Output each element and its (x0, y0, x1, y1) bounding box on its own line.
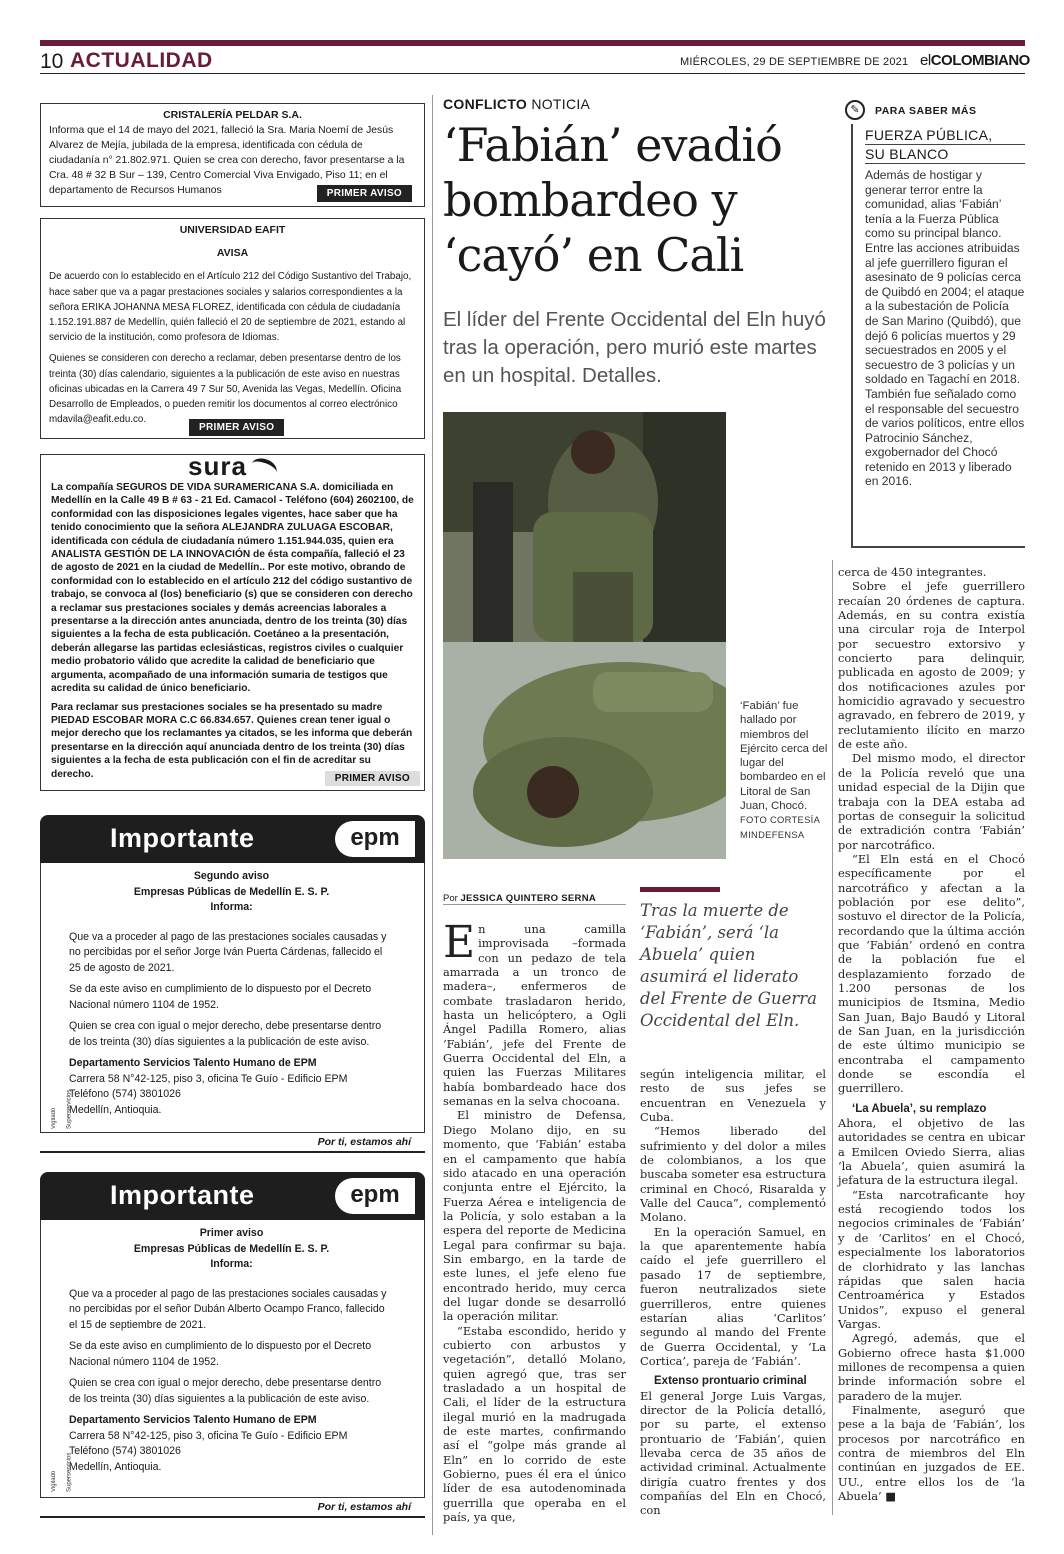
section-name: ACTUALIDAD (70, 49, 213, 72)
epm-logo: epm (335, 1178, 415, 1214)
notice-title: UNIVERSIDAD EAFIT (179, 224, 286, 236)
article-paragraph: cerca de 450 integrantes. (838, 565, 987, 579)
notice-city: Medellín, Antioquia. (69, 1103, 162, 1116)
epm-banner-title: Importante (110, 823, 255, 853)
notice-dept: Departamento Servicios Talento Humano de EPM (69, 1057, 317, 1069)
notice-tag: PRIMER AVISO (325, 771, 420, 786)
article-column-1 (443, 917, 626, 1525)
notice-peldar (40, 103, 425, 207)
epm-banner (40, 815, 425, 863)
notice-body: Quien se crea con igual o mejor derecho, debe presentarse dentro de los treinta (30) días siguientes a la publicación de este aviso. (69, 1377, 382, 1405)
notice-body: De acuerdo con lo establecido en el Artículo 212 del Código Sustantivo del Trabajo, hace saber que va a pagar prestaciones sociales y salarios correspondientes a la señora ERIKA JOHANNA MESA FLOREZ, identificada con cédula de ciudadanía 1.152.191.887 de Medellín, quién falleció el 20 de septiembre de 2021, estando al servicio de la institución, como profesora de Idiomas. (49, 271, 412, 344)
sidebar-box (851, 124, 1025, 548)
header-accent-bar (40, 40, 1025, 46)
article-deck: El líder del Frente Occidental del Eln huyó tras la operación, pero murió este martes en un hospital. Detalles. (443, 308, 826, 387)
notice-subtitle: AVISA (216, 247, 249, 260)
notice-level: Segundo aviso (193, 870, 270, 882)
notice-body: Se da este aviso en cumplimiento de lo dispuesto por el Decreto Nacional número 1104 de 1952. (69, 983, 372, 1011)
drop-cap: E (443, 917, 476, 968)
sura-swoosh-icon (249, 455, 280, 481)
page-number: 10 (40, 50, 64, 73)
notice-epm-1 (40, 815, 425, 1153)
vigilado-mark: Vigilado Superservicios (51, 1452, 73, 1492)
notice-informs: Informa: (210, 1258, 253, 1270)
article-paragraph: Ahora, el objetivo de las autoridades se centra en ubicar a Emilcen Oviedo Sierra, alias ‘la Abuela’, quien asumirá la jefatura de la estructura ilegal. (838, 1116, 1025, 1188)
notice-body: Para reclamar sus prestaciones sociales se ha presentado su madre PIEDAD ESCOBAR MORA C.C 66.834.657. Quienes crean tener igual o mejor derecho que los reclamantes ya citados, se les informa que deberán presentarse en la dirección aquí anunciada dentro de los treinta (30) días siguientes a la fecha de esta publicación con el fin de acreditar su derecho. (51, 701, 413, 780)
article-photo (443, 412, 726, 859)
article-kicker: CONFLICTO NOTICIA (443, 96, 591, 112)
notice-phone: Teléfono (574) 3801026 (69, 1445, 181, 1457)
soldiers-helicopter-photo (443, 412, 726, 859)
sidebar-paragraph: Entre las acciones atribuidas al jefe guerrillero figuran el asesinato de 9 policías cerca de Quibdó en 2004; el ataque a la subestación de Policía de San Marino (Quibdó), que dejó 6 policías muertos y 29 secuestrados en 2005 y el secuestro de 3 policías y un soldado en Tagachí en 2018. (865, 240, 1025, 387)
notice-tag: PRIMER AVISO (189, 419, 284, 436)
article-paragraph: “El Eln está en el Chocó específicamente por el narcotráfico y afectan a la población por ese delito”, sostuvo el director de la Policía, recordando que la última acción que ‘Fabián’ ordenó en contra de la población fue el desplazamiento forzado de 1.200 personas de los municipios de Itsmina, Medio San Juan, Bajo Baudó y Litoral de San Juan, en la jurisdicción de este último municipio se encontraba el campamento donde se escondía el guerrillero. (838, 851, 1025, 1096)
notice-body: La compañía SEGUROS DE VIDA SURAMERICANA S.A. domiciliada en Medellín en la Calle 49 B # 63 - 21 Ed. Camacol - Teléfono (604) 2602100, de conformidad con las disposiciones legales vigentes, hace saber que ha tenido conocimiento que la señora ALEJANDRA ZULUAGA ESCOBAR, identificada con cédula de ciudadanía número 1.151.944.035, quien era ANALISTA GESTIÓN DE LA INNOVACIÓN de ésta compañía, falleció el 23 de agosto de 2021 en la ciudad de Medellín.. Por este motivo, obrando de conformidad con lo establecido en el artículo 212 del código sustantivo de trabajo, se convoca al (los) beneficiario (s) que se consideren con derecho a reclamar sus prestaciones sociales y demás acreencias laborales a presentarse a la dirección antes anunciada, dentro de los treinta (30) días siguientes a la fecha de esta publicación. Coetáneo a la presentación, deberán allegarse las partidas eclesiásticas, registros civiles o cualquier medio probatorio válido que acredite la calidad de beneficiario que argumenta, acompañado de una información sumaria de testigos que acredita su calidad de único beneficiario. (51, 482, 414, 695)
sidebar-text (865, 168, 1025, 489)
header-rule (40, 73, 1025, 74)
article-paragraph: “Hemos liberado del sufrimiento y del dolor a miles de colombianos, a los que buscaba someter esa estructura criminal en Chocó, Risaralda y Valle del Cauca”, complementó Molano. (640, 1124, 826, 1225)
photo-credit: FOTO CORTESÍA MINDEFENSA (740, 814, 820, 840)
pull-quote-bar (640, 887, 720, 892)
article-paragraph: En la operación Samuel, en la que aparentemente había caído el jefe guerrillero el pasado 17 de septiembre, fueron neutralizados siete guerrilleros, entre quienes estarían alias ‘Carlitos’ segundo al mando del Frente de Guerra Occidental, y ‘La Cortica’, pareja de ‘Fabián’. (640, 1224, 826, 1368)
sidebar-header (845, 100, 1025, 122)
notice-eafit (40, 218, 425, 439)
column-divider (832, 560, 833, 1515)
byline-rule (443, 904, 626, 905)
notice-epm-2 (40, 1172, 425, 1518)
notice-phone: Teléfono (574) 3801026 (69, 1088, 181, 1100)
article-paragraph: El general Jorge Luis Vargas, director de la Policía detalló, por su parte, el extenso prontuario de ‘Fabián’, quien llevaba cerca de 35 años de actividad criminal. Actualmente dirigía cuatro frentes y dos compañías del Eln en Chocó, con (640, 1388, 826, 1518)
notice-body: Que va a proceder al pago de las prestaciones sociales causadas y no percibidas por el señor Jorge Iván Puerta Cárdenas, fallecido el 25 de agosto de 2021. (69, 930, 387, 974)
epm-body (40, 1220, 425, 1498)
epm-slogan: Por ti, estamos ahí (40, 1498, 425, 1518)
article-paragraph: El ministro de Defensa, Diego Molano dijo, en su momento, que ‘Fabián’ estaba en el campamento que había sido atacado en una operación conjunta entre el Ejército, la Fuerza Aérea e inteligencia de la Policía, y solo estaban a la espera del reporte de Medicina Legal para confirmar su baja. Sin embargo, en la tarde de este lunes, el jefe eleno fue encontrado herido, muy cerca del lugar donde se desarrolló la operación militar. (443, 1108, 626, 1324)
article-paragraph: “Esta narcotraficante hoy está recogiendo todos los negocios criminales de ‘Fabián’ y de ‘Carlitos’ en el Chocó, especialmente los laboratorios de clorhidrato y las lanchas rápidas que salen hacia Centroamérica y Estados Unidos”, expuso el general Vargas. (838, 1187, 1025, 1331)
sidebar-paragraph: También fue señalado como el responsable del secuestro de varios políticos, entre ellos Patrocinio Sánchez, exgobernador del Chocó retenido en 2013 y liberado en 2016. (865, 386, 1025, 489)
article-column-3 (838, 565, 1025, 1503)
pen-icon: ✎ (845, 100, 865, 120)
article-paragraph: En una camilla improvisada –formada con un pedazo de tela amarrada a un tronco de madera–, enfermeros de combate trasladaron herido, hasta un helicóptero, a Ogli Ángel Padilla Romero, alias ‘Fabián’, jefe del Frente de Guerra Occidental del Eln, a quien las Fuerzas Militares había bombardeado hace dos semanas en la selva chocoana. (443, 917, 626, 1109)
article-subhead: Extenso prontuario criminal (654, 1375, 807, 1388)
article-paragraph: Sobre el jefe guerrillero recaían 20 órdenes de captura. Además, en su contra existía una circular roja de Interpol por secuestro extorsivo y concierto para delinquir, publicada en agosto de 2009; y dos notificaciones azules por homicidio agravado y secuestro agravado, en febrero de 2019, y reclutamiento ilícito en marzo de este año. (838, 579, 1025, 752)
notice-dept: Departamento Servicios Talento Humano de EPM (69, 1414, 317, 1426)
notice-address: Carrera 58 N°42-125, piso 3, oficina Te Guío - Edificio EPM (69, 1429, 348, 1442)
notice-sura (40, 450, 425, 791)
sidebar-title: FUERZA PÚBLICA, SU BLANCO (865, 126, 1025, 164)
article-paragraph: Del mismo modo, el director de la Policía reveló que una unidad especial de la Dijin que trabaja con la DEA estaba ad portas de conseguir la solicitud de extradición contra ‘Fabián’ por narcotráfico. (838, 751, 1025, 852)
header-date: MIÉRCOLES, 29 DE SEPTIEMBRE DE 2021 (680, 56, 909, 68)
notice-city: Medellín, Antioquia. (69, 1460, 162, 1473)
notice-company: Empresas Públicas de Medellín E. S. P. (133, 885, 330, 898)
notice-body: Se da este aviso en cumplimiento de lo dispuesto por el Decreto Nacional número 1104 de 1952. (69, 1340, 372, 1368)
epm-body (40, 863, 425, 1133)
notice-body: Que va a proceder al pago de las prestaciones sociales causadas y no percibidas por el señor Dubán Alberto Ocampo Franco, fallecido el 15 de septiembre de 2021. (69, 1287, 387, 1331)
epm-slogan: Por ti, estamos ahí (40, 1133, 425, 1153)
notice-address: Carrera 58 N°42-125, piso 3, oficina Te Guío - Edificio EPM (69, 1072, 348, 1085)
article-column-2 (640, 1067, 826, 1518)
epm-logo: epm (335, 821, 415, 857)
notice-level: Primer aviso (199, 1227, 264, 1239)
article-paragraph: “Estaba escondido, herido y cubierto con arbustos y vegetación”, detalló Molano, quien agregó que, tras ser trasladado a un hospital de Cali, el líder de la estructura ilegal murió en la madrugada de este martes, confirmando así el “golpe más grande al Eln” en lo corrido de este Gobierno, pues él era el único líder de esa autodenominada guerrilla que operaba en el país, ya que, (443, 1323, 626, 1525)
notice-tag: PRIMER AVISO (317, 185, 412, 202)
notice-body: Quienes se consideren con derecho a reclamar, deben presentarse dentro de los treinta (30) días calendario, siguientes a la publicación de este aviso en nuestras oficinas ubicadas en la Carrera 49 7 Sur 50, Avenida las Vegas, Medellín. Oficina Desarrollo de Empleados, o pueden remitir los documentos al correo electrónico mdavila@eafit.edu.co. (49, 353, 402, 426)
pull-quote: Tras la muerte de ‘Fabián’, será ‘la Abuela’ quien asumirá el liderato del Frente de Guerra Occidental del Eln. (640, 901, 817, 1030)
sidebar-label: PARA SABER MÁS (875, 105, 977, 117)
article-paragraph: Finalmente, aseguró que pese a la baja de ‘Fabián’, los procesos por narcotráfico en contra de miembros del Eln continúan en juzgados de EE. UU., entre ellos los de ‘la Abuela’ ■ (838, 1402, 1025, 1503)
article-paragraph: Agregó, además, que el Gobierno ofrece hasta $1.000 millones de recompensa a quien brinde información sobre el paradero de la mujer. (838, 1331, 1025, 1403)
notice-title: CRISTALERÍA PELDAR S.A. (163, 109, 302, 121)
notice-informs: Informa: (210, 901, 253, 913)
article-byline: Por JESSICA QUINTERO SERNA (443, 893, 597, 904)
notice-body: Quien se crea con igual o mejor derecho, debe presentarse dentro de los treinta (30) días siguientes a la publicación de este aviso. (69, 1020, 382, 1048)
photo-caption: ‘Fabián’ fue hallado por miembros del Ejército cerca del lugar del bombardeo en el Litoral de San Juan, Chocó. FOTO CORTESÍA MINDEFENSA (740, 700, 828, 840)
article-paragraph: según inteligencia militar, el resto de sus jefes se encuentran en Venezuela y Cuba. (640, 1067, 826, 1125)
article-headline: ‘Fabián’ evadió bombardeo y ‘cayó’ en Cali (443, 118, 782, 282)
epm-banner-title: Importante (110, 1180, 255, 1210)
article-subhead: ‘La Abuela’, su remplazo (852, 1102, 987, 1115)
notice-body: Informa que el 14 de mayo del 2021, falleció la Sra. Maria Noemí de Jesús Alvarez de Mejía, jubilada de la empresa, identificada con cédula de ciudadanía n° 21.802.971. Quien se crea con derecho, favor presentarse a la Cra. 48 # 32 B Sur – 139, Centro Comercial Viva Envigado, Piso 11; en el departamento de Recursos Humanos (49, 125, 405, 196)
vigilado-mark: Vigilado Superservicios (51, 1089, 73, 1129)
epm-banner (40, 1172, 425, 1220)
sura-logo: sura (51, 459, 414, 477)
sidebar-paragraph: Además de hostigar y generar terror entre la comunidad, alias ‘Fabián’ tenía a la Fuerza Pública como su principal blanco. (865, 168, 1002, 241)
notice-company: Empresas Públicas de Medellín E. S. P. (133, 1242, 330, 1255)
brand-logo: elCOLOMBIANO (920, 52, 1030, 69)
column-divider (432, 95, 433, 1535)
